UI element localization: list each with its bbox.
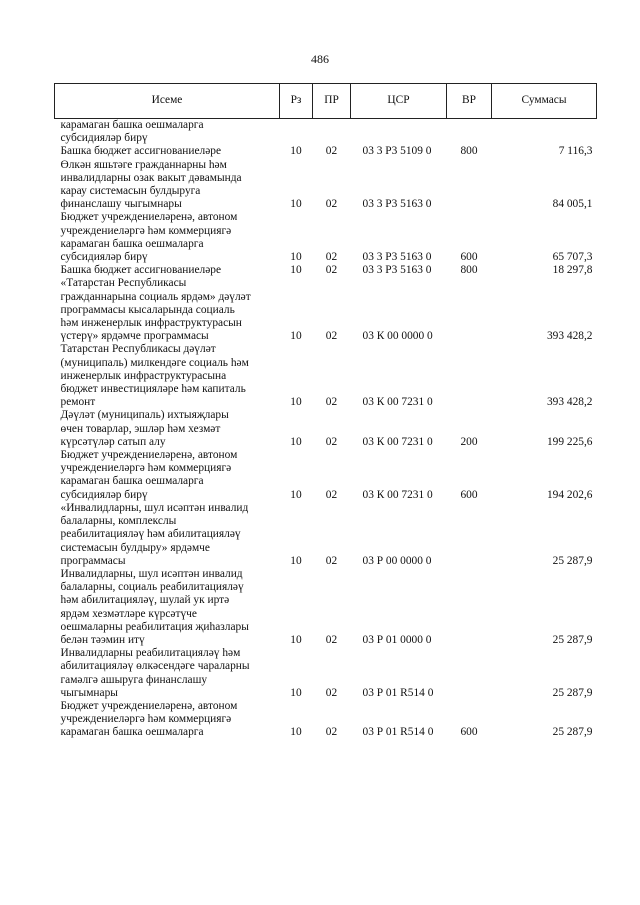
cell-rz: 10: [290, 251, 302, 264]
cell-csr: 03 Р 01 0000 0: [362, 633, 432, 646]
cell-name: карамаган башка оешмаларга субсидияләр бирү: [60, 119, 204, 145]
cell-pr: 02: [325, 264, 338, 277]
cell-name: «Татарстан Республикасы гражданнарына социаль ярдәм» дәүләт программасы кысаларында социаль һәм инженерлык инфраструктурасын үстерү» ярдәмче программасы: [60, 277, 251, 343]
cell-rz: [280, 119, 313, 146]
cell-name: Бюджет учреждениеләренә, автоном учреждениеләргә һәм коммерциягә карамаган башка оешмаларга субсидияләр бирү: [60, 211, 238, 264]
table-row: [55, 119, 597, 146]
cell-sum: 199 225,6: [546, 435, 593, 448]
cell-csr: [351, 119, 447, 146]
cell-sum: [492, 119, 597, 146]
cell-vr: 600: [460, 726, 478, 739]
table-row: [55, 700, 597, 740]
cell-sum: 393 428,2: [546, 396, 593, 409]
table-row: [55, 145, 597, 158]
cell-pr: 02: [325, 435, 338, 448]
cell-csr: 03 Р 00 0000 0: [362, 554, 432, 567]
cell-pr: 02: [325, 251, 338, 264]
cell-csr: 03 К 00 7231 0: [362, 396, 433, 409]
cell-name: «Инвалидларны, шул исәптән инвалид балаларны, комплекслы реабилитацияләү һәм абилитацияләү системасын булдыру» ярдәмче программасы: [60, 501, 249, 567]
cell-sum: 25 287,9: [552, 726, 593, 739]
cell-rz: 10: [290, 145, 302, 158]
cell-pr: [313, 119, 351, 146]
cell-csr: 03 К 00 7231 0: [362, 488, 433, 501]
cell-vr: [447, 568, 492, 647]
cell-vr: [447, 343, 492, 409]
cell-csr: 03 Р 01 R514 0: [362, 726, 434, 739]
col-header-name: Исеме: [55, 84, 280, 119]
cell-sum: 25 287,9: [552, 686, 593, 699]
cell-vr: [447, 647, 492, 700]
cell-csr: 03 3 Р3 5163 0: [362, 198, 432, 211]
cell-vr: 600: [460, 251, 478, 264]
table-row: [55, 647, 597, 700]
cell-name: Татарстан Республикасы дәүләт (муниципаль) милкендәге социаль һәм инженерлык инфраструктурасына бюджет инвестицияләре һәм капиталь ремонт: [60, 343, 249, 409]
cell-rz: 10: [290, 686, 302, 699]
table-row: [55, 264, 597, 277]
cell-pr: 02: [325, 198, 338, 211]
cell-name: Инвалидларны реабилитацияләү һәм абилитацияләү өлкәсендәге чараларны гамәлгә ашыруга финанслашу чыгымнары: [60, 647, 250, 699]
page-number: 486: [311, 52, 329, 66]
table-header: [55, 84, 597, 119]
cell-csr: 03 3 Р3 5163 0: [362, 251, 432, 264]
cell-csr: 03 К 00 7231 0: [362, 435, 433, 448]
cell-vr: 200: [460, 435, 478, 448]
cell-rz: 10: [290, 554, 302, 567]
cell-rz: 10: [290, 396, 302, 409]
cell-sum: 84 005,1: [552, 198, 593, 211]
table-row: [55, 343, 597, 409]
cell-sum: 393 428,2: [546, 330, 593, 343]
cell-name: Бюджет учреждениеләренә, автоном учреждениеләргә һәм коммерциягә карамаган башка оешмаларга субсидияләр бирү: [60, 449, 238, 501]
budget-table: [54, 83, 597, 740]
cell-sum: 194 202,6: [546, 488, 593, 501]
table-row: [55, 211, 597, 264]
cell-vr: 600: [460, 488, 478, 501]
table-row: [55, 159, 597, 212]
cell-rz: 10: [290, 488, 302, 501]
col-header-sum: Суммасы: [492, 84, 597, 119]
cell-rz: 10: [290, 726, 302, 739]
cell-pr: 02: [325, 726, 338, 739]
cell-pr: 02: [325, 396, 338, 409]
cell-vr: 800: [460, 264, 478, 277]
cell-sum: 18 297,8: [552, 264, 593, 277]
table-body: [55, 119, 597, 740]
cell-pr: 02: [325, 686, 338, 699]
table-row: [55, 502, 597, 568]
cell-name: Башка бюджет ассигнованиеләре: [60, 145, 222, 158]
cell-name: Өлкән яшьтәге гражданнарны һәм инвалидларны озак вакыт дәвамында карау системасын булдыруга финанслашу чыгымнары: [60, 158, 242, 211]
cell-vr: [447, 119, 492, 146]
table-row: [55, 449, 597, 502]
col-header-rz: Рз: [280, 84, 313, 119]
cell-name: Инвалидларны, шул исәптән инвалид балаларны, социаль реабилитацияләү һәм абилитацияләү, шулай ук иртә ярдәм хезмәтләре күрсәтүче оешмаларны реабилитация җиһазлары белән тәэмин итү: [60, 567, 249, 646]
cell-rz: 10: [290, 330, 302, 343]
cell-vr: [447, 277, 492, 343]
cell-name: Дәүләт (муниципаль) ихтыяҗлары өчен товарлар, эшләр һәм хезмәт күрсәтүләр сатып алу: [60, 409, 229, 448]
col-header-csr: ЦСР: [351, 84, 447, 119]
col-header-vr: ВР: [447, 84, 492, 119]
cell-sum: 25 287,9: [552, 554, 593, 567]
cell-rz: 10: [290, 435, 302, 448]
cell-csr: 03 3 Р3 5109 0: [362, 145, 432, 158]
cell-vr: 800: [460, 145, 478, 158]
cell-name: Башка бюджет ассигнованиеләре: [60, 264, 222, 277]
cell-pr: 02: [325, 330, 338, 343]
cell-name: Бюджет учреждениеләренә, автоном учреждениеләргә һәм коммерциягә карамаган башка оешмаларга: [60, 699, 238, 739]
cell-pr: 02: [325, 554, 338, 567]
table-row: [55, 277, 597, 343]
cell-rz: 10: [290, 264, 302, 277]
cell-vr: [447, 159, 492, 212]
cell-pr: 02: [325, 145, 338, 158]
cell-pr: 02: [325, 633, 338, 646]
cell-sum: 7 116,3: [558, 145, 593, 158]
cell-sum: 65 707,3: [552, 251, 593, 264]
col-header-pr: ПР: [313, 84, 351, 119]
cell-csr: 03 К 00 0000 0: [362, 330, 433, 343]
cell-csr: 03 3 Р3 5163 0: [362, 264, 432, 277]
cell-sum: 25 287,9: [552, 633, 593, 646]
cell-vr: [447, 502, 492, 568]
cell-rz: 10: [290, 198, 302, 211]
cell-csr: 03 Р 01 R514 0: [362, 686, 434, 699]
table-row: [55, 409, 597, 449]
cell-pr: 02: [325, 488, 338, 501]
table-row: [55, 568, 597, 647]
cell-rz: 10: [290, 633, 302, 646]
